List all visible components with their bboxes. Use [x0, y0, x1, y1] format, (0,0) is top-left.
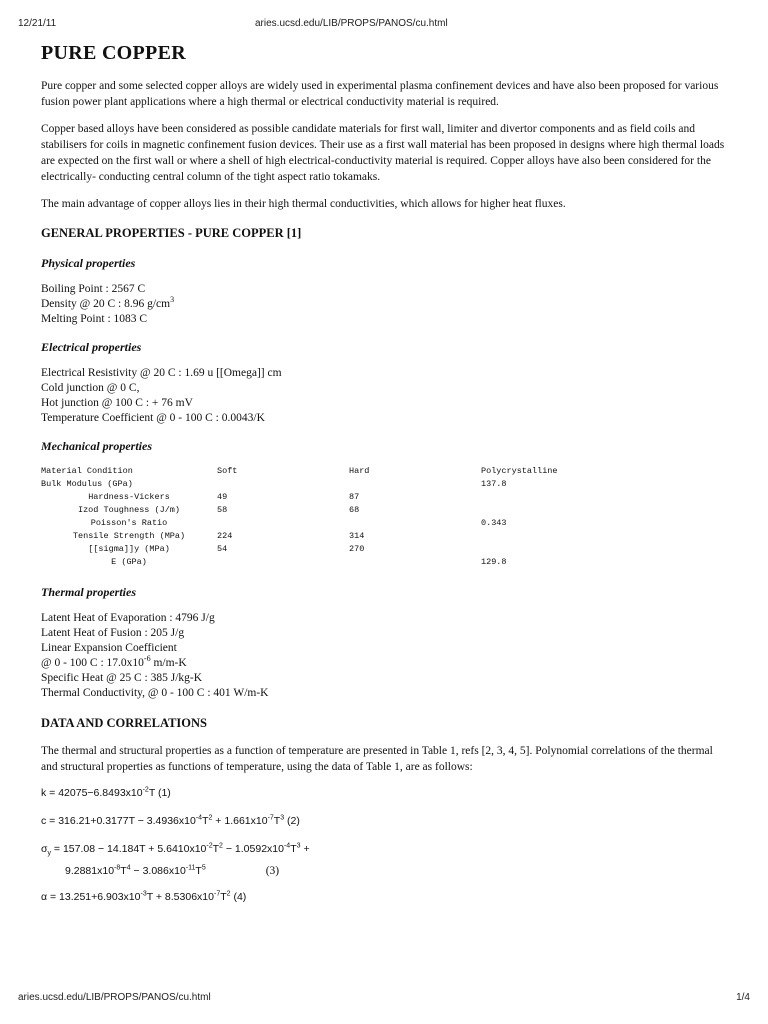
- table-cell: 87: [349, 492, 360, 502]
- table-cell: 54: [217, 544, 228, 554]
- eq3-g: − 3.086x10: [130, 865, 186, 878]
- eq1-text: k = 42075−6.8493x10: [41, 787, 143, 799]
- header-cell: Material Condition: [41, 466, 133, 476]
- cold-junction: Cold junction @ 0 C,: [41, 382, 140, 394]
- browser-header: [0, 14, 768, 30]
- print-date: 12/21/11: [18, 18, 57, 29]
- page-counter: 1/4: [736, 992, 750, 1003]
- eq1-tail: T (1): [148, 787, 171, 799]
- page-title: PURE COPPER: [41, 42, 186, 64]
- table-row: [41, 530, 558, 543]
- eq1-exp: -2: [142, 786, 149, 794]
- eq2-num: (2): [284, 815, 300, 827]
- table-cell: [[sigma]]y (MPa): [88, 544, 170, 554]
- eq3-e4: 3: [296, 842, 301, 850]
- general-properties-heading: GENERAL PROPERTIES - PURE COPPER [1]: [41, 226, 302, 240]
- table-cell: [481, 491, 558, 504]
- density-exponent: 3: [170, 295, 175, 305]
- eq3-f: T: [120, 865, 127, 878]
- table-cell: [217, 556, 349, 569]
- eq4-c: T: [220, 891, 227, 904]
- table-cell: 270: [349, 544, 365, 554]
- table-cell: [349, 517, 481, 530]
- linear-expansion-value: [41, 656, 731, 671]
- table-row: [41, 517, 558, 530]
- eq2-e1: -4: [195, 814, 203, 822]
- table-cell: 137.8: [481, 479, 507, 489]
- data-paragraph: The thermal and structural properties as a function of temperature are presented in Table 1, refs [2, 3, 4, 5]. Polynomial correlations of the thermal and structural properties as functions of temperature, using the data of Table 1, are as follows:: [41, 745, 713, 773]
- density-text: Density @ 20 C : 8.96 g/cm: [41, 298, 171, 310]
- mechanical-properties-heading: Mechanical properties: [41, 439, 152, 453]
- thermal-conductivity: Thermal Conductivity, @ 0 - 100 C : 401 W/m-K: [41, 687, 269, 699]
- table-cell: 0.343: [481, 518, 507, 528]
- eq3-line-2: [41, 864, 731, 878]
- table-cell: [349, 478, 481, 491]
- thermal-properties-list: [41, 611, 731, 701]
- eq3-l2: 9.2881x10: [65, 865, 115, 878]
- header-cell: Polycrystalline: [481, 466, 558, 476]
- table-row: [41, 504, 558, 517]
- equation-1: [41, 786, 731, 800]
- hot-junction: Hot junction @ 100 C : + 76 mV: [41, 397, 193, 409]
- table-cell: 58: [217, 505, 228, 515]
- eq2-a: c = 316.21+0.3177T − 3.4936x10: [41, 815, 196, 827]
- eq4-b: T + 8.5306x10: [146, 891, 214, 904]
- linear-expansion-label: Linear Expansion Coefficient: [41, 642, 177, 654]
- electrical-resistivity: Electrical Resistivity @ 20 C : 1.69 u [[Omega]] cm: [41, 367, 282, 379]
- table-cell: [481, 543, 558, 556]
- eq3-e6: 4: [126, 864, 131, 872]
- table-row: [41, 556, 558, 569]
- eq2-d: T: [273, 815, 281, 827]
- table-cell: Tensile Strength (MPa): [72, 531, 186, 541]
- eq3-d: +: [300, 843, 310, 855]
- density: [41, 297, 731, 312]
- eq4-a: α = 13.251+6.903x10: [41, 891, 141, 904]
- page-url[interactable]: aries.ucsd.edu/LIB/PROPS/PANOS/cu.html: [255, 18, 448, 29]
- boiling-point: Boiling Point : 2567 C: [41, 283, 146, 295]
- specific-heat: Specific Heat @ 25 C : 385 J/kg-K: [41, 672, 203, 684]
- table-cell: 68: [349, 505, 360, 515]
- eq2-e2: 2: [208, 814, 213, 822]
- melting-point: Melting Point : 1083 C: [41, 313, 148, 325]
- eq2-e4: 3: [280, 814, 285, 822]
- eq4-e3: 2: [226, 890, 231, 898]
- physical-properties-list: [41, 282, 731, 327]
- eq3-h: T: [195, 865, 202, 878]
- eq4-d: (4): [230, 891, 247, 904]
- eq3-line-1: $\sigma_y = 157.08 - 14.184T + 5.6410x10^{-2}T^2 - 1.0592x10^{-4}T^3$ +: [41, 842, 310, 858]
- intro-paragraph-1: Pure copper and some selected copper alloys are widely used in experimental plasma confinement devices and have also been proposed for various fusion power plant applications where a high thermal or electrical conductivity material is required.: [41, 80, 719, 108]
- table-row: [41, 491, 558, 504]
- header-cell: Hard: [349, 466, 370, 476]
- eq3-e2: 2: [219, 842, 223, 850]
- electrical-properties-heading: Electrical properties: [41, 340, 142, 354]
- equation-3: [41, 842, 731, 878]
- table-cell: 224: [217, 531, 233, 541]
- table-cell: [481, 504, 558, 517]
- table-cell: 129.8: [481, 557, 507, 567]
- header-cell: Soft: [217, 466, 238, 476]
- intro-paragraph-2: Copper based alloys have been considered as possible candidate materials for first wall, limiter and divertor components and as field coils and stabilisers for coils in magnetic confinement fusion devices. Their use as a first wall material has been proposed in designs where high thermal loads are expected on the first wall or where a shell of high electrical-conductivity material is required. Copper alloys have also been considered for the electrically- conducting central column of the tight aspect ratio tokamaks.: [41, 123, 725, 183]
- document-body: [41, 38, 731, 904]
- eq3-e3: -4: [283, 842, 291, 850]
- mechanical-properties-table: [41, 465, 558, 569]
- thermal-properties-heading: Thermal properties: [41, 585, 136, 599]
- eq4-e1: -3: [140, 890, 147, 898]
- table-cell: [217, 478, 349, 491]
- table-cell: Hardness-Vickers: [88, 492, 170, 502]
- table-cell: Poisson's Ratio: [90, 518, 168, 528]
- eq3-l1: = 157.08 − 14.184T + 5.6410x10: [53, 843, 207, 855]
- linear-expansion-exponent: -6: [143, 654, 151, 664]
- browser-footer: [0, 990, 768, 1006]
- eq4-e2: -7: [213, 890, 221, 898]
- latent-heat-evaporation: Latent Heat of Evaporation : 4796 J/g: [41, 612, 215, 624]
- eq3-c: T: [290, 843, 297, 855]
- intro-paragraph-3: The main advantage of copper alloys lies in their high thermal conductivities, which allows for higher heat fluxes.: [41, 198, 566, 210]
- eq3-b: − 1.0592x10: [222, 843, 284, 855]
- data-correlations-heading: DATA AND CORRELATIONS: [41, 716, 207, 730]
- eq2-b: T: [202, 815, 209, 827]
- eq2-c: + 1.661x10: [212, 815, 268, 827]
- table-cell: E (GPa): [111, 557, 147, 567]
- table-header-row: [41, 465, 558, 478]
- electrical-properties-list: [41, 366, 731, 426]
- temperature-coefficient: Temperature Coefficient @ 0 - 100 C : 0.0043/K: [41, 412, 265, 424]
- table-row: [41, 543, 558, 556]
- table-cell: Izod Toughness (J/m): [77, 505, 181, 515]
- equation-2: [41, 814, 731, 828]
- footer-url[interactable]: aries.ucsd.edu/LIB/PROPS/PANOS/cu.html: [18, 992, 211, 1003]
- physical-properties-heading: Physical properties: [41, 256, 136, 270]
- table-cell: Bulk Modulus (GPa): [41, 479, 133, 489]
- eq3-e5: -8: [114, 864, 121, 872]
- linear-expansion-number: @ 0 - 100 C : 17.0x10: [41, 657, 144, 669]
- table-cell: [349, 556, 481, 569]
- eq3-a: T: [212, 843, 220, 855]
- equation-4: [41, 890, 731, 904]
- linear-expansion-unit: m/m-K: [150, 657, 187, 669]
- table-cell: [481, 530, 558, 543]
- table-cell: 49: [217, 492, 228, 502]
- eq3-e1: -2: [206, 842, 213, 850]
- latent-heat-fusion: Latent Heat of Fusion : 205 J/g: [41, 627, 185, 639]
- table-cell: [217, 517, 349, 530]
- table-row: [41, 478, 558, 491]
- eq3-num: (3): [265, 865, 280, 878]
- eq3-e7: -11: [185, 864, 196, 872]
- table-cell: 314: [349, 531, 365, 541]
- eq2-e3: -7: [267, 814, 274, 822]
- eq3-e8: 5: [201, 864, 206, 872]
